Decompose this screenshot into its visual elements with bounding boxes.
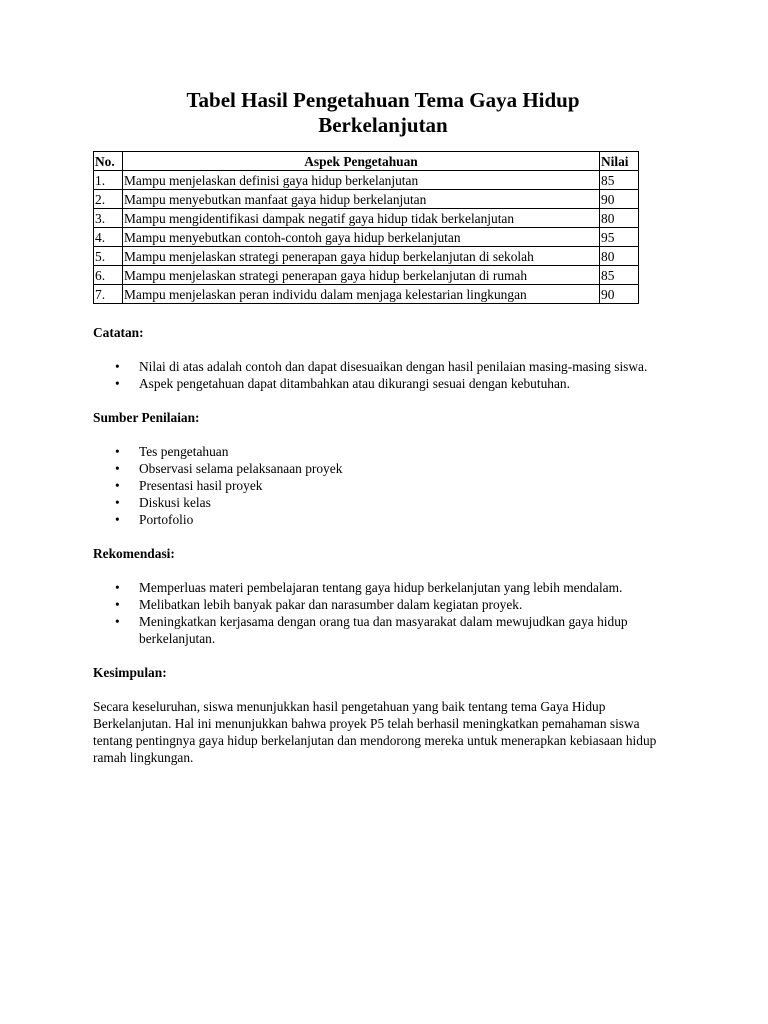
cell-aspek: Mampu menjelaskan peran individu dalam menjaga kelestarian lingkungan [123,285,600,304]
bullet-icon: • [115,444,120,459]
catatan-heading: Catatan: [93,325,144,340]
bullet-icon: • [115,580,120,595]
knowledge-table [93,151,639,304]
catatan-list [93,358,673,392]
bullet-icon: • [115,512,120,527]
list-item [93,511,669,528]
cell-no: 2. [94,190,123,209]
sumber-heading: Sumber Penilaian: [93,410,200,425]
header-nilai: Nilai [600,152,639,171]
table-header-row [94,152,639,171]
bullet-icon: • [115,478,120,493]
list-item-text: Tes pengetahuan [139,444,229,459]
table-row [94,209,639,228]
table-row [94,171,639,190]
cell-nilai: 80 [600,209,639,228]
list-item-text: Portofolio [139,512,194,527]
cell-aspek: Mampu menjelaskan strategi penerapan gaya hidup berkelanjutan di sekolah [123,247,600,266]
table-row [94,247,639,266]
cell-nilai: 90 [600,285,639,304]
list-item-text: Meningkatkan kerjasama dengan orang tua dan masyarakat dalam mewujudkan gaya hidup berkelanjutan. [139,614,628,646]
cell-aspek: Mampu menyebutkan manfaat gaya hidup berkelanjutan [123,190,600,209]
document-title [93,88,673,138]
list-item [93,460,669,477]
cell-no: 3. [94,209,123,228]
cell-no: 1. [94,171,123,190]
cell-no: 4. [94,228,123,247]
table-row [94,190,639,209]
cell-aspek: Mampu mengidentifikasi dampak negatif gaya hidup tidak berkelanjutan [123,209,600,228]
cell-nilai: 90 [600,190,639,209]
list-item-text: Melibatkan lebih banyak pakar dan narasumber dalam kegiatan proyek. [139,597,523,612]
list-item [93,494,669,511]
list-item [93,579,669,596]
title-line-2: Berkelanjutan [318,113,448,137]
cell-no: 5. [94,247,123,266]
cell-nilai: 85 [600,266,639,285]
list-item [93,596,669,613]
bullet-icon: • [115,359,120,374]
list-item-text: Memperluas materi pembelajaran tentang gaya hidup berkelanjutan yang lebih mendalam. [139,580,623,595]
table-row [94,228,639,247]
title-line-1: Tabel Hasil Pengetahuan Tema Gaya Hidup [186,88,580,112]
kesimpulan-paragraph: Secara keseluruhan, siswa menunjukkan hasil pengetahuan yang baik tentang tema Gaya Hidup Berkelanjutan. Hal ini menunjukkan bahwa proyek P5 telah berhasil meningkatkan pemahaman siswa tentang pentingnya gaya hidup berkelanjutan dan mendorong mereka untuk menerapkan kebiasaan hidup ramah lingkungan. [93,699,657,765]
list-item-text: Nilai di atas adalah contoh dan dapat disesuaikan dengan hasil penilaian masing-masing siswa. [139,359,648,374]
cell-no: 7. [94,285,123,304]
cell-aspek: Mampu menyebutkan contoh-contoh gaya hidup berkelanjutan [123,228,600,247]
cell-nilai: 80 [600,247,639,266]
list-item [93,477,669,494]
rekomendasi-heading: Rekomendasi: [93,546,175,561]
list-item [93,613,669,647]
bullet-icon: • [115,461,120,476]
rekomendasi-list [93,579,673,647]
list-item-text: Aspek pengetahuan dapat ditambahkan atau dikurangi sesuai dengan kebutuhan. [139,376,570,391]
sumber-list [93,443,673,528]
cell-aspek: Mampu menjelaskan definisi gaya hidup berkelanjutan [123,171,600,190]
list-item-text: Presentasi hasil proyek [139,478,263,493]
cell-nilai: 95 [600,228,639,247]
header-no: No. [94,152,123,171]
cell-no: 6. [94,266,123,285]
list-item [93,375,669,392]
bullet-icon: • [115,597,120,612]
list-item-text: Observasi selama pelaksanaan proyek [139,461,343,476]
bullet-icon: • [115,376,120,391]
kesimpulan-heading: Kesimpulan: [93,665,167,680]
header-aspek: Aspek Pengetahuan [123,152,600,171]
bullet-icon: • [115,614,120,629]
list-item-text: Diskusi kelas [139,495,211,510]
table-row [94,285,639,304]
cell-aspek: Mampu menjelaskan strategi penerapan gaya hidup berkelanjutan di rumah [123,266,600,285]
list-item [93,443,669,460]
bullet-icon: • [115,495,120,510]
list-item [93,358,669,375]
document-page [93,88,673,766]
table-row [94,266,639,285]
cell-nilai: 85 [600,171,639,190]
